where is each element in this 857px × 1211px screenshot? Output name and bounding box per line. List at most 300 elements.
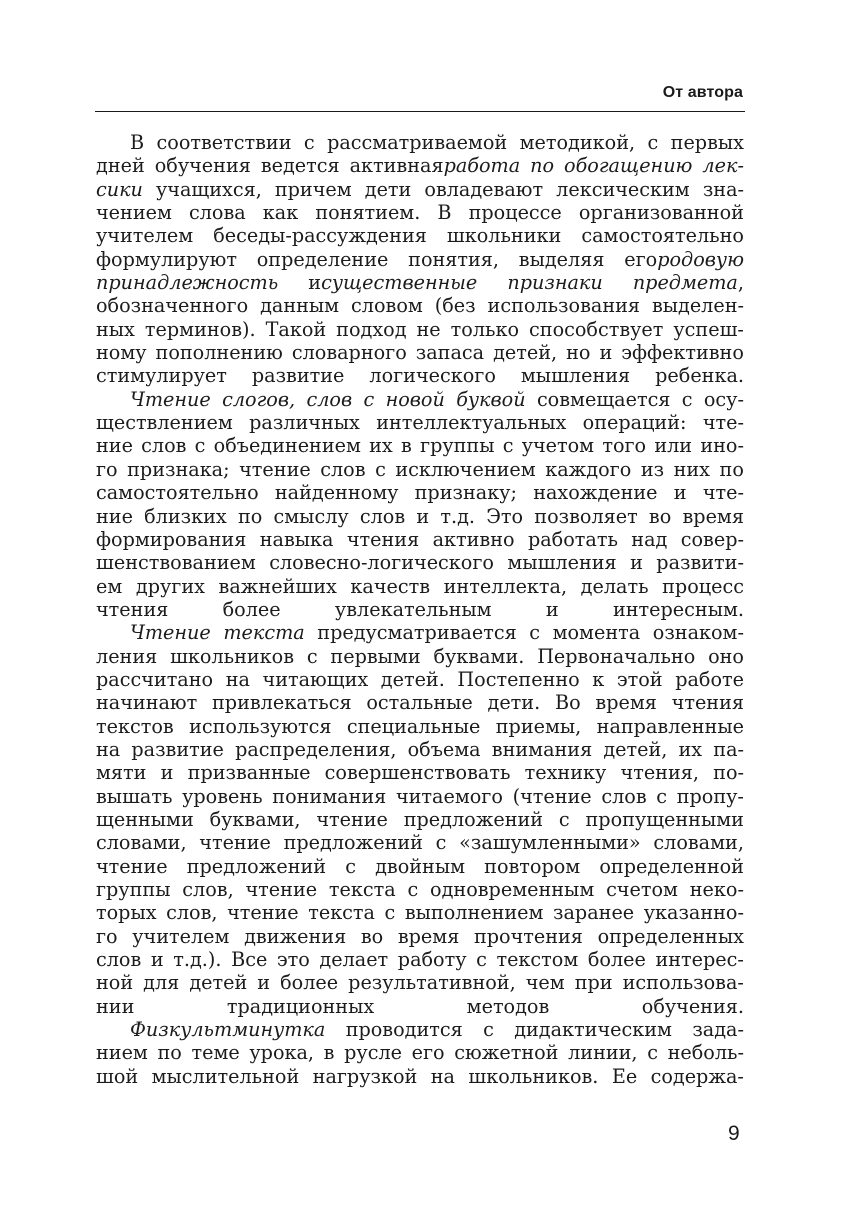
word: первыми xyxy=(330,644,421,668)
word: с xyxy=(303,131,315,154)
word: беседы-рассуждения xyxy=(213,224,427,248)
word: с xyxy=(647,131,659,154)
word: развитие xyxy=(131,737,224,761)
word: ществлением xyxy=(96,411,233,435)
word: терминов). xyxy=(144,317,256,341)
word: на xyxy=(96,737,121,761)
word: формулируют xyxy=(96,247,237,271)
word: чтение xyxy=(199,831,271,855)
word: слова xyxy=(188,201,246,225)
word: работать xyxy=(527,527,618,551)
word: и xyxy=(599,341,613,365)
word: успеш- xyxy=(673,317,744,341)
word: специальные xyxy=(346,714,481,738)
word: ние xyxy=(96,504,133,528)
word: совершенствовать xyxy=(324,761,511,785)
word: лек- xyxy=(702,154,744,178)
word: словесно-логического xyxy=(269,551,494,575)
text-line xyxy=(96,575,744,598)
word: Первоначально xyxy=(537,644,696,668)
word: теме xyxy=(191,1041,240,1065)
word: слов xyxy=(601,784,647,808)
word: понятием. xyxy=(315,201,421,225)
word: линии, xyxy=(568,1041,638,1065)
word: приемы, xyxy=(495,714,582,738)
word: чте- xyxy=(702,481,744,505)
word: важнейших xyxy=(218,574,337,598)
word: школьников. xyxy=(468,1064,599,1088)
word: новой xyxy=(385,387,445,411)
word: ведется xyxy=(260,154,340,178)
word: операций: xyxy=(582,411,687,435)
text-line xyxy=(96,481,744,504)
word: с xyxy=(558,807,570,831)
word: использования xyxy=(487,294,640,318)
word: по- xyxy=(713,761,744,785)
word: го xyxy=(96,457,118,481)
word: В xyxy=(437,201,452,225)
word: ние xyxy=(96,434,133,458)
word: урока, xyxy=(249,1041,315,1065)
word: ных xyxy=(96,317,135,341)
word: направленные xyxy=(596,714,744,738)
word: призванные xyxy=(187,761,311,785)
text-line xyxy=(96,294,744,317)
word: признака; xyxy=(127,457,230,481)
word: чтение xyxy=(316,807,388,831)
word: для xyxy=(143,971,180,995)
word: школьники xyxy=(446,224,562,248)
word: это xyxy=(276,948,310,972)
word: начинают xyxy=(96,691,198,715)
word: чтение xyxy=(227,901,299,925)
word: Чтение xyxy=(130,621,211,645)
word: ознаком- xyxy=(652,621,744,645)
text-line xyxy=(96,341,744,364)
text-line xyxy=(96,271,744,294)
word: процессе xyxy=(468,201,562,225)
word: по xyxy=(530,154,555,178)
word: остальные xyxy=(366,691,473,715)
text-line xyxy=(96,1018,744,1041)
word: исключением xyxy=(395,457,536,481)
text-line xyxy=(96,178,744,201)
text-line xyxy=(96,621,744,644)
word: по xyxy=(719,457,744,481)
word: буквами, xyxy=(209,807,301,831)
word: В xyxy=(130,131,145,154)
word: по xyxy=(237,504,263,528)
word: с xyxy=(435,831,447,855)
word: шой xyxy=(96,1064,139,1088)
word: принадлежность xyxy=(96,271,279,295)
word: егородовую xyxy=(624,247,744,271)
word: на xyxy=(430,1064,455,1088)
word: торых xyxy=(96,901,157,925)
word: указанно- xyxy=(643,901,744,925)
word: пропущенными xyxy=(585,807,744,831)
word: как xyxy=(262,201,299,225)
word: дети. xyxy=(487,691,541,715)
word: их xyxy=(369,434,393,458)
word: с xyxy=(194,434,206,458)
word: осу- xyxy=(703,387,744,411)
text-line xyxy=(96,831,744,854)
word: активно xyxy=(432,527,515,551)
text-line xyxy=(96,901,744,924)
text-line xyxy=(96,388,744,411)
word: двойным xyxy=(375,854,466,878)
word: Во xyxy=(554,691,581,715)
word: результативной, xyxy=(348,971,516,995)
word: русле xyxy=(344,1041,402,1065)
word: по xyxy=(157,1041,182,1065)
word: предусматривается xyxy=(317,621,517,645)
word: с xyxy=(363,387,375,411)
word: исущественные xyxy=(308,271,478,295)
word: мяти xyxy=(96,761,147,785)
word: методикой, xyxy=(519,131,636,154)
word: в xyxy=(323,1041,335,1065)
text-line xyxy=(96,761,744,784)
word: ем xyxy=(96,574,123,598)
word: выделен- xyxy=(651,294,744,318)
word: чтение xyxy=(239,457,311,481)
word: (чтение xyxy=(512,784,592,808)
word: с xyxy=(306,644,318,668)
word: зада- xyxy=(692,1018,744,1042)
word: с xyxy=(483,1018,494,1042)
text-line xyxy=(96,248,744,271)
word: момента xyxy=(552,621,641,645)
word: с xyxy=(529,621,540,645)
word: интеллекта, xyxy=(443,574,568,598)
word: Постепенно xyxy=(457,667,580,691)
word: использова- xyxy=(622,971,744,995)
word: текста xyxy=(223,621,305,645)
page-number: 9 xyxy=(728,1122,740,1145)
word: слов, xyxy=(166,901,218,925)
word: данным xyxy=(260,294,340,318)
word: слов, xyxy=(182,878,234,901)
word: чтения, xyxy=(620,761,699,785)
word: только xyxy=(450,317,520,341)
word: т.д.). xyxy=(173,948,222,972)
word: чтения xyxy=(671,691,744,715)
word: из xyxy=(640,457,665,481)
word: т.д. xyxy=(440,504,476,528)
word: неболь- xyxy=(667,1041,744,1065)
word: каждого xyxy=(545,457,632,481)
word: пополнению xyxy=(155,341,283,365)
word: содержа- xyxy=(650,1064,744,1088)
word: оно xyxy=(708,644,744,668)
word: ной xyxy=(96,971,134,995)
text-line xyxy=(96,808,744,831)
word: нагрузкой xyxy=(312,1064,418,1088)
word: слов xyxy=(320,457,366,481)
word: их xyxy=(678,737,703,761)
word: с xyxy=(502,434,514,458)
word: лексическим xyxy=(556,177,690,201)
word: читаемого xyxy=(395,784,503,808)
word: того xyxy=(602,434,647,458)
text-line xyxy=(96,411,744,434)
text-line xyxy=(96,598,744,621)
word: понятия, xyxy=(408,247,499,271)
word: с xyxy=(681,387,693,411)
word: «зашумленными» xyxy=(459,831,641,855)
word: пропу- xyxy=(676,784,744,808)
word: его xyxy=(411,1041,445,1065)
word: но xyxy=(566,341,591,365)
word: словами, xyxy=(96,831,187,855)
word: неко- xyxy=(689,878,744,901)
word: па- xyxy=(713,737,744,761)
word: и xyxy=(257,971,271,995)
word: шенствованием xyxy=(96,551,256,575)
word: смыслу xyxy=(273,504,349,528)
word: дней xyxy=(96,154,145,178)
word: с xyxy=(345,854,356,878)
word: более xyxy=(587,948,646,972)
word: Чтение xyxy=(130,387,211,411)
word: и xyxy=(630,551,643,575)
word: текстов xyxy=(96,714,174,738)
word: чением xyxy=(96,201,172,225)
text-line xyxy=(96,458,744,481)
word: активнаяработа xyxy=(349,154,521,178)
word: работе xyxy=(675,667,744,691)
text-line xyxy=(96,855,744,878)
text-line xyxy=(96,691,744,714)
text-line xyxy=(96,434,744,457)
word: школьников xyxy=(170,644,295,668)
word: признаки xyxy=(507,271,603,295)
text-line xyxy=(96,318,744,341)
running-head xyxy=(95,84,745,112)
word: рассчитано xyxy=(96,667,214,691)
text-run: нии традиционных методов обучения. xyxy=(96,994,744,1018)
word: заранее xyxy=(553,901,635,925)
word: определение xyxy=(256,247,389,271)
text-line xyxy=(96,224,744,247)
word: Ее xyxy=(611,1064,638,1088)
word: во xyxy=(648,504,672,528)
word: способствует xyxy=(529,317,664,341)
word: технику xyxy=(524,761,607,785)
text-line xyxy=(96,131,744,154)
word: Физкультминутка xyxy=(130,1018,326,1042)
word: зна- xyxy=(702,177,744,201)
word: определенных xyxy=(597,924,744,948)
word: позволяет xyxy=(534,504,638,528)
word: счетом xyxy=(606,878,678,901)
word: этой xyxy=(616,667,663,691)
word: и xyxy=(150,948,164,972)
word: более xyxy=(280,971,339,995)
word: время xyxy=(682,504,744,528)
word: нахождение xyxy=(533,481,658,505)
word: (без xyxy=(434,294,476,318)
word: учителем xyxy=(132,924,230,948)
word: текста xyxy=(308,901,375,925)
word: чтения xyxy=(346,527,420,551)
word: формирования xyxy=(96,527,247,551)
word: и xyxy=(160,761,174,785)
word: при xyxy=(574,971,613,995)
word: объединением xyxy=(213,434,361,458)
word: других xyxy=(135,574,205,598)
text-line xyxy=(96,505,744,528)
word: повтором xyxy=(484,854,581,878)
word: в xyxy=(400,434,412,458)
text-run: стимулирует развитие логического мышления ребенка. xyxy=(96,364,744,388)
text-line xyxy=(96,715,744,738)
word: ному xyxy=(96,341,147,365)
word: проводится xyxy=(345,1018,463,1042)
word: словарного xyxy=(291,341,407,365)
word: предложений xyxy=(186,854,327,878)
word: предмета, xyxy=(632,271,744,295)
word: развити- xyxy=(656,551,744,575)
word: буквой xyxy=(456,387,526,411)
word: соответствии xyxy=(156,131,292,154)
word: обучения xyxy=(154,154,251,178)
word: словом xyxy=(351,294,423,318)
word: учетом xyxy=(521,434,595,458)
word: с xyxy=(656,784,668,808)
word: Это xyxy=(486,504,524,528)
word: признаку; xyxy=(414,481,517,505)
word: с xyxy=(375,457,386,481)
word: мыслительной xyxy=(151,1064,300,1088)
word: привлекаться xyxy=(212,691,352,715)
word: Все xyxy=(231,948,268,972)
word: выделяя xyxy=(518,247,605,271)
word: предложений xyxy=(283,831,423,855)
word: делает xyxy=(319,948,389,972)
word: чте- xyxy=(702,411,744,435)
word: сюжетной xyxy=(454,1041,559,1065)
text-line xyxy=(96,645,744,668)
word: не xyxy=(416,317,441,341)
word: подход xyxy=(336,317,407,341)
word: щенными xyxy=(96,807,194,831)
word: ино- xyxy=(700,434,744,458)
word: близких xyxy=(144,504,227,528)
word: над xyxy=(631,527,668,551)
word: уровень xyxy=(182,784,263,808)
word: навыка xyxy=(259,527,334,551)
text-line xyxy=(96,201,744,224)
word: учащихся, xyxy=(155,177,262,201)
word: первых xyxy=(670,131,744,154)
text-line xyxy=(96,948,744,971)
word: интеллектуальных xyxy=(376,411,567,435)
text-line xyxy=(96,668,744,691)
word: запаса xyxy=(415,341,485,365)
text-run: чтения более увлекательным и интересным. xyxy=(96,597,744,621)
word: нием xyxy=(96,1041,148,1065)
word: или xyxy=(654,434,693,458)
word: понимания xyxy=(272,784,387,808)
word: слов xyxy=(359,504,406,528)
text-line xyxy=(96,995,744,1018)
word: и xyxy=(673,481,687,505)
word: го xyxy=(96,924,118,948)
word: детей. xyxy=(380,667,445,691)
word: них xyxy=(673,457,711,481)
word: причем xyxy=(274,177,352,201)
word: детей xyxy=(189,971,248,995)
word: качеств xyxy=(350,574,431,598)
text-line xyxy=(96,971,744,994)
word: чтение xyxy=(96,854,168,878)
word: Такой xyxy=(265,317,327,341)
word: ления xyxy=(96,644,158,668)
word: учителем xyxy=(96,224,194,248)
word: слов xyxy=(96,948,142,972)
word: делать xyxy=(580,574,649,598)
word: время xyxy=(397,924,460,948)
text-line xyxy=(96,1065,744,1088)
word: предложений xyxy=(403,807,544,831)
word: работу xyxy=(397,948,467,972)
word: с xyxy=(647,1041,658,1065)
word: одновременным xyxy=(430,878,595,901)
running-head-title: От автора xyxy=(662,84,743,101)
word: овладевают xyxy=(424,177,544,201)
word: словами, xyxy=(653,831,744,855)
word: сики xyxy=(96,177,143,201)
word: время xyxy=(595,691,657,715)
word: вышать xyxy=(96,784,173,808)
text-line xyxy=(96,1041,744,1064)
word: к xyxy=(592,667,605,691)
word: прочтения xyxy=(473,924,583,948)
word: и xyxy=(416,504,430,528)
word: эффективно xyxy=(621,341,744,365)
word: буквами. xyxy=(433,644,525,668)
word: самостоятельно xyxy=(96,481,259,505)
word: дети xyxy=(364,177,412,201)
word: распределения, xyxy=(235,737,397,761)
word: движения xyxy=(244,924,347,948)
text-line xyxy=(96,925,744,948)
word: используются xyxy=(189,714,332,738)
text-line xyxy=(96,878,744,901)
word: дидактическим xyxy=(514,1018,672,1042)
word: читающих xyxy=(262,667,369,691)
body-text xyxy=(96,131,744,1088)
word: группы xyxy=(96,878,171,901)
word: процесс xyxy=(662,574,744,598)
word: найденному xyxy=(274,481,399,505)
word: с xyxy=(384,901,396,925)
word: самостоятельно xyxy=(581,224,744,248)
word: слов xyxy=(306,387,353,411)
text-line xyxy=(96,551,744,574)
word: совер- xyxy=(680,527,744,551)
word: чем xyxy=(525,971,565,995)
word: во xyxy=(360,924,384,948)
word: детей, xyxy=(493,341,558,365)
text-line xyxy=(96,154,744,177)
word: с xyxy=(476,948,487,972)
word: определенной xyxy=(599,854,744,878)
word: рассматриваемой xyxy=(327,131,508,154)
